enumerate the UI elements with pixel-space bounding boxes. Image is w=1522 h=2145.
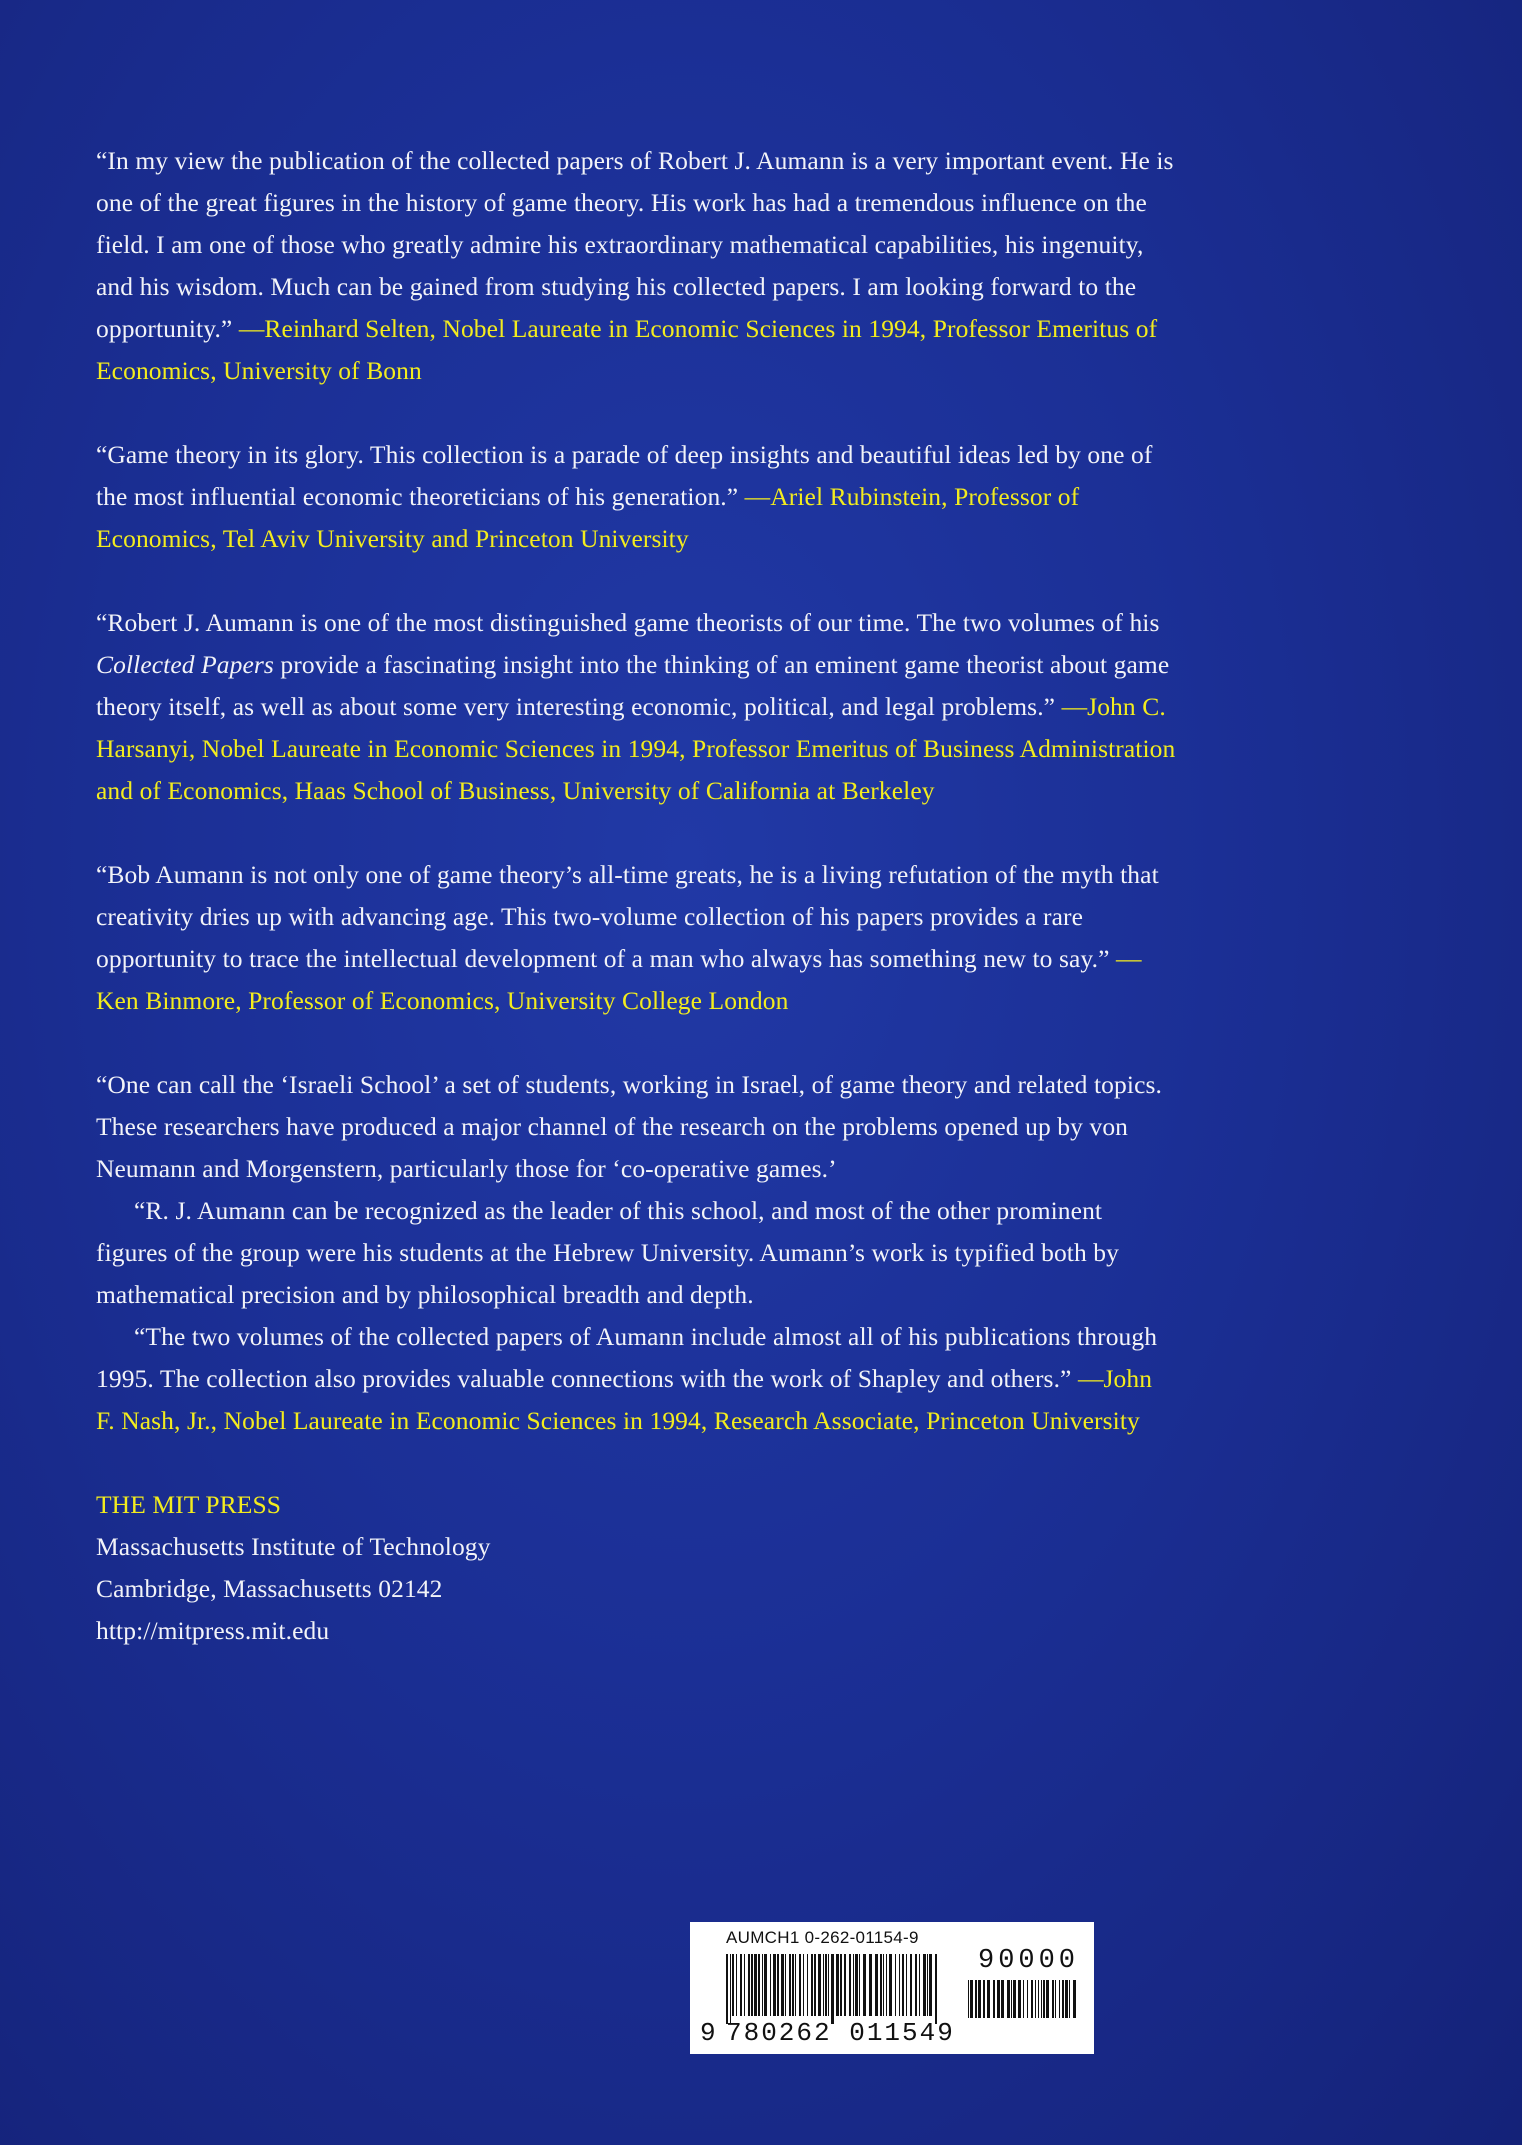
isbn-barcode-bars: [726, 1954, 940, 2024]
barcode-bar: [831, 1954, 834, 2024]
barcode-bar: [814, 1954, 816, 2016]
barcode-bar: [869, 1954, 872, 2016]
barcode-bar: [811, 1954, 813, 2016]
blurbs-column: [96, 140, 1176, 1652]
barcode-bar: [895, 1954, 896, 2016]
barcode-bar: [740, 1954, 742, 2016]
blurb-paragraph: [96, 602, 1176, 812]
barcode-bar: [1018, 1980, 1021, 2018]
barcode-bar: [748, 1954, 750, 2016]
attribution: —John F. Nash, Jr., Nobel Laureate in Economic Sciences in 1994, Research Associate, Princeton University: [96, 1364, 1153, 1435]
barcode-bar: [993, 1980, 995, 2018]
barcode-bar: [1065, 1980, 1068, 2018]
barcode-bar: [795, 1954, 796, 2016]
publisher-block: [96, 1484, 1176, 1652]
quote-text: “The two volumes of the collected papers of Aumann include almost all of his publications through 1995. The collection also provides valuable connections with the work of Shapley and others.”: [96, 1322, 1158, 1393]
barcode-bar: [923, 1954, 926, 2016]
barcode-bar: [970, 1980, 973, 2018]
barcode-bar: [1023, 1980, 1024, 2018]
barcode-bar: [919, 1954, 920, 2016]
barcode-bar: [886, 1954, 887, 2016]
barcode-bar: [799, 1954, 801, 2016]
barcode-bar: [777, 1954, 779, 2016]
barcode-bar: [968, 1980, 969, 2018]
barcode-bar: [1043, 1980, 1045, 2018]
barcode-bar: [825, 1954, 827, 2016]
barcode-bar: [875, 1954, 878, 2016]
barcode-bar: [1046, 1980, 1049, 2018]
barcode-bar: [1069, 1980, 1070, 2018]
barcode-bar: [997, 1980, 1000, 2018]
barcode-bar: [863, 1954, 866, 2016]
barcode-bar: [1055, 1980, 1056, 2018]
barcode-bar: [1031, 1980, 1033, 2018]
attribution: —Reinhard Selten, Nobel Laureate in Economic Sciences in 1994, Professor Emeritus of Economics, University of Bonn: [96, 314, 1158, 385]
barcode-bar: [1035, 1980, 1036, 2018]
attribution: —Ken Binmore, Professor of Economics, University College London: [96, 944, 1142, 1015]
barcode-bar: [987, 1980, 990, 2018]
barcode-bar: [773, 1954, 776, 2016]
barcode-bar: [764, 1954, 767, 2016]
barcode-bar: [751, 1954, 753, 2016]
barcode-digits: 780262 011549: [726, 2018, 955, 2048]
barcode-bar: [1062, 1980, 1064, 2018]
barcode-bar: [762, 1954, 763, 2016]
barcode-bar: [770, 1954, 771, 2016]
quote-text: “In my view the publication of the collected papers of Robert J. Aumann is a very important event. He is one of the great figures in the history of game theory. His work has had a tremendous influence on the field. I am one of those who greatly admire his extraordinary mathematical capabilities, his ingenuity, and his wisdom. Much can be gained from studying his collected papers. I am looking forward to the opportunity.”: [96, 146, 1174, 343]
barcode-bar: [789, 1954, 791, 2016]
quote-text: “Bob Aumann is not only one of game theory’s all-time greats, he is a living refutation of the myth that creativity dries up with advancing age. This two-volume collection of his papers provides a rare opportunity to trace the intellectual development of a man who always has something new to say.”: [96, 860, 1159, 973]
blurb-paragraph: [96, 1316, 1176, 1442]
barcode-bar: [1041, 1980, 1042, 2018]
barcode-bar: [1007, 1980, 1010, 2018]
barcode-bar: [840, 1954, 842, 2016]
barcode-bar: [929, 1954, 932, 2016]
barcode-bar: [785, 1954, 786, 2016]
barcode-bar: [1073, 1980, 1076, 2018]
barcode-bar: [883, 1954, 884, 2016]
barcode-addon-digits: 90000: [978, 1946, 1080, 1976]
barcode-bar: [1027, 1980, 1028, 2018]
barcode-bar: [915, 1954, 917, 2016]
barcode-bar: [754, 1954, 757, 2016]
barcode-first-digit: 9: [700, 2018, 716, 2048]
barcode-bar: [902, 1954, 904, 2016]
barcode-bar: [730, 1954, 731, 2024]
barcode-bar: [1038, 1980, 1039, 2018]
publisher-name: THE MIT PRESS: [96, 1490, 282, 1519]
barcode-bar: [889, 1954, 892, 2016]
publisher-institution: Massachusetts Institute of Technology: [96, 1532, 491, 1561]
barcode-bar: [836, 1954, 839, 2016]
barcode-bar: [975, 1980, 977, 2018]
barcode-bar: [828, 1954, 829, 2016]
barcode-bar: [1059, 1980, 1060, 2018]
barcode-bar: [1013, 1980, 1016, 2018]
barcode-bar: [983, 1980, 985, 2018]
barcode-bar: [853, 1954, 854, 2016]
barcode-bar: [855, 1954, 858, 2016]
quote-text: provide a fascinating insight into the thinking of an eminent game theorist about game theory itself, as well as about some very interesting economic, political, and legal problems.”: [96, 650, 1170, 721]
barcode-bar: [849, 1954, 851, 2016]
barcode-bar: [844, 1954, 846, 2016]
quote-text: “R. J. Aumann can be recognized as the leader of this school, and most of the other prominent figures of the group were his students at the Hebrew University. Aumann’s work is typified both by mathematical precision and by philosophical breadth and depth.: [96, 1196, 1120, 1309]
book-title-italic: Collected Papers: [96, 650, 274, 679]
publisher-url: http://mitpress.mit.edu: [96, 1616, 330, 1645]
attribution: —Ariel Rubinstein, Professor of Economics, Tel Aviv University and Princeton University: [96, 482, 1080, 553]
blurb-paragraph: [96, 854, 1176, 1022]
blurb-harsanyi: [96, 602, 1176, 812]
blurb-paragraph: [96, 434, 1176, 560]
barcode-bar: [1052, 1980, 1054, 2018]
barcode-bar: [736, 1954, 737, 2016]
barcode-bar: [978, 1980, 981, 2018]
barcode-bar: [910, 1954, 912, 2016]
quote-text: “Game theory in its glory. This collection is a parade of deep insights and beautiful ideas led by one of the most influential economic theoreticians of his generation.”: [96, 440, 1153, 511]
barcode-bar: [758, 1954, 760, 2016]
barcode-bar: [792, 1954, 794, 2016]
price-addon-bars: [968, 1980, 1078, 2026]
barcode-bar: [803, 1954, 804, 2016]
barcode-bar: [859, 1954, 860, 2016]
barcode-bar: [726, 1954, 728, 2024]
publisher-address: Cambridge, Massachusetts 02142: [96, 1574, 443, 1603]
blurb-rubinstein: [96, 434, 1176, 560]
quote-text: “Robert J. Aumann is one of the most distinguished game theorists of our time. The two volumes of his: [96, 608, 1160, 637]
blurb-selten: [96, 140, 1176, 392]
barcode-bar: [744, 1954, 745, 2016]
blurb-paragraph: [96, 1064, 1176, 1190]
barcode-code-line: AUMCH1 0-262-01154-9: [726, 1928, 919, 1947]
quote-text: “One can call the ‘Israeli School’ a set of students, working in Israel, of game theory and related topics. These researchers have produced a major channel of the research on the problems opened up by von Neumann and Morgenstern, particularly those for ‘co-operative games.’: [96, 1070, 1162, 1183]
barcode-bar: [1011, 1980, 1012, 2018]
barcode-bar: [807, 1954, 808, 2016]
barcode-sticker: [690, 1922, 1094, 2054]
blurb-paragraph: [96, 1190, 1176, 1316]
attribution: —John C. Harsanyi, Nobel Laureate in Economic Sciences in 1994, Professor Emeritus of Business Administration and of Economics, Haas School of Business, University of California at Berkeley: [96, 692, 1176, 805]
blurb-nash: [96, 1064, 1176, 1442]
barcode-bar: [935, 1954, 937, 2024]
barcode-bar: [781, 1954, 784, 2016]
barcode-bar: [906, 1954, 907, 2016]
barcode-bar: [880, 1954, 882, 2016]
barcode-bar: [823, 1954, 824, 2016]
blurb-binmore: [96, 854, 1176, 1022]
barcode-bar: [1001, 1980, 1004, 2018]
barcode-bar: [927, 1954, 928, 2016]
barcode-bar: [899, 1954, 900, 2016]
barcode-bar: [732, 1954, 734, 2016]
blurb-paragraph: [96, 140, 1176, 392]
barcode-bar: [818, 1954, 821, 2016]
